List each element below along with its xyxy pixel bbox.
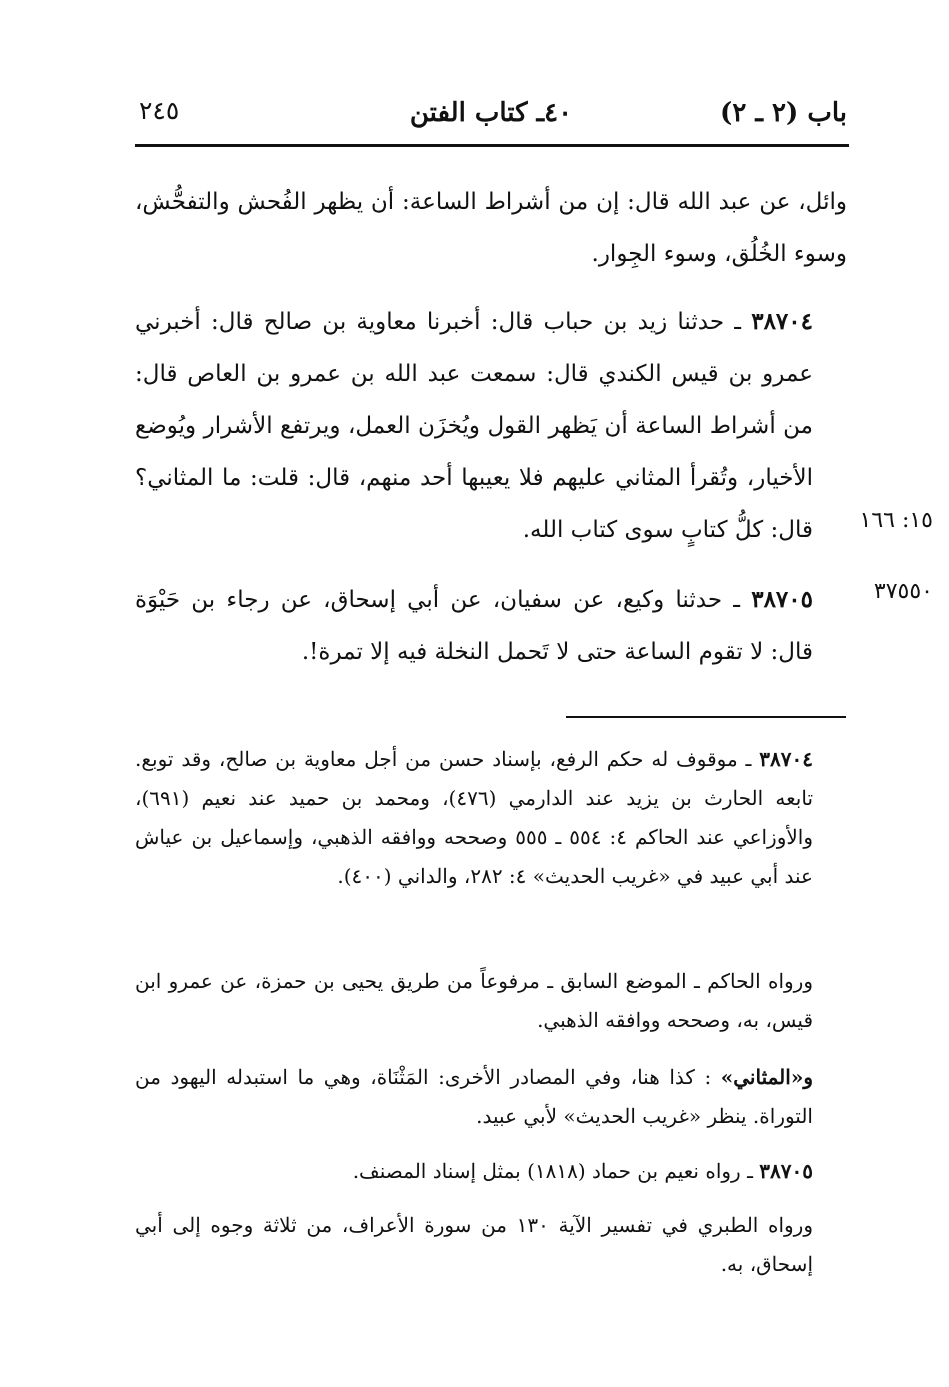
header-rule [135, 144, 849, 147]
body-paragraph-2 [135, 296, 847, 556]
footnote-divider [566, 716, 846, 718]
paragraph-text: ـ حدثنا زيد بن حباب قال: أخبرنا معاوية بن صالح قال: أخبرني عمرو بن قيس الكندي قال: سمعت عبد الله بن عمرو بن العاص قال: من أشراط الساعة أن يَظهر القول ويُخزَن العمل، ويرتفع الأشرار ويُوضع الأخيار، وتُقرأ المثاني عليهم فلا يعيبها أحد منهم، قال: قلت: ما المثاني؟ قال: كلُّ كتابٍ سوى كتاب الله. [135, 309, 813, 543]
body-paragraph-1 [135, 176, 847, 280]
margin-reference: ٣٧٥٥٠ [873, 579, 933, 604]
footnote-text: ـ موقوف له حكم الرفع، بإسناد حسن من أجل معاوية بن صالح، وقد توبع. تابعه الحارث بن يزيد عند الدارمي (٤٧٦)، ومحمد بن حميد عند نعيم (٦٩١)، والأوزاعي عند الحاكم ٤: ٥٥٤ ـ ٥٥٥ وصححه ووافقه الذهبي، وإسماعيل بن عياش عند أبي عبيد في «غريب الحديث» ٤: ٢٨٢، والداني (٤٠٠). [135, 747, 814, 888]
footnote-text: : كذا هنا، وفي المصادر الأخرى: المَثْنَاة، وهي ما استبدله اليهود من التوراة. ينظر «غريب الحديث» لأبي عبيد. [135, 1065, 813, 1128]
footnote-term: و«المثاني» [720, 1065, 813, 1089]
chapter-label: باب (٢ ـ ٢) [720, 98, 847, 128]
footnote-number: ٣٨٧٠٥ [759, 1159, 813, 1183]
hadith-number: ٣٨٧٠٥ [751, 586, 813, 613]
body-paragraph-3 [135, 574, 847, 678]
page-number: ٢٤٥ [139, 96, 180, 125]
footnote-text: ورواه الحاكم ـ الموضع السابق ـ مرفوعاً من طريق يحيى بن حمزة، عن عمرو ابن قيس، به، وصححه ووافقه الذهبي. [135, 969, 813, 1032]
footnote-text: ـ رواه نعيم بن حماد (١٨١٨) بمثل إسناد المصنف. [352, 1159, 753, 1183]
page-header [135, 92, 847, 136]
paragraph-text: ـ حدثنا وكيع، عن سفيان، عن أبي إسحاق، عن رجاء بن حَيْوَة قال: لا تقوم الساعة حتى لا تَحمل النخلة فيه إلا تمرة!. [135, 587, 813, 665]
footnote-3 [135, 1058, 847, 1136]
hadith-number: ٣٨٧٠٤ [751, 308, 813, 335]
footnote-number: ٣٨٧٠٤ [759, 747, 814, 771]
footnote-2 [135, 962, 847, 1040]
footnote-text: ورواه الطبري في تفسير الآية ١٣٠ من سورة الأعراف، من ثلاثة وجوه إلى أبي إسحاق، به. [135, 1213, 813, 1276]
paragraph-text: وائل، عن عبد الله قال: إن من أشراط الساعة: أن يظهر الفُحش والتفحُّش، وسوء الخُلُق، وسوء الجِوار. [135, 189, 847, 267]
footnote-4 [135, 1152, 847, 1191]
book-title: ٤٠ـ كتاب الفتن [409, 98, 573, 128]
footnote-5 [135, 1206, 847, 1284]
margin-reference: ١٥: ١٦٦ [859, 508, 933, 533]
footnote-1 [135, 740, 847, 896]
